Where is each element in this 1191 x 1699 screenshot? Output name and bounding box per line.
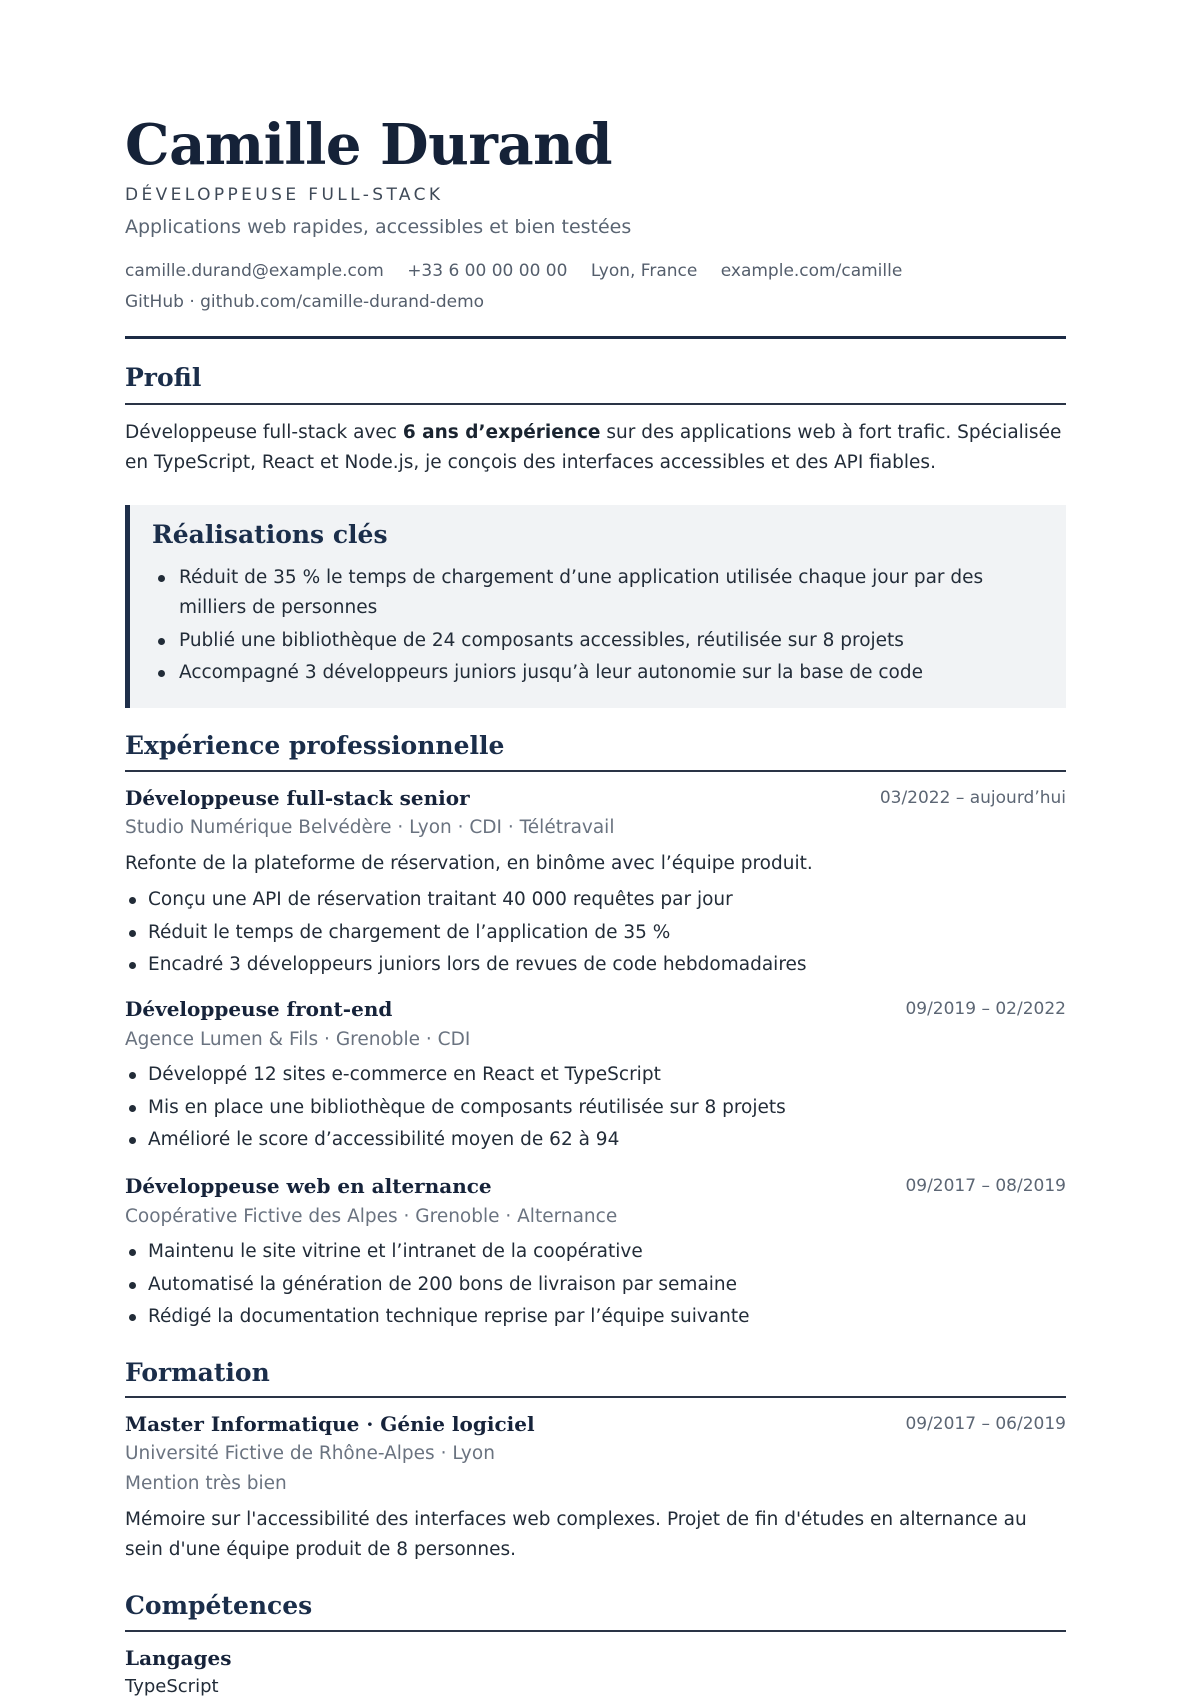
job-bullet: Automatisé la génération de 200 bons de livraison par semaine [125, 1270, 749, 1300]
profile-summary [125, 418, 1066, 478]
section-title-education: Formation [125, 1358, 270, 1387]
achievement-item: Accompagné 3 développeurs juniors jusqu’à leur autonomie sur la base de code [130, 658, 1039, 688]
profile-text-end: sur des applications web à fort trafic. Spécialisée en TypeScript, React et Node.js, je conçois des interfaces accessibles et des API fiables. [125, 422, 1062, 473]
degree-title: Master Informatique · Génie logiciel [125, 1412, 535, 1436]
job-bullet: Réduit le temps de chargement de l’application de 35 % [125, 918, 807, 948]
contact-line [125, 260, 920, 282]
job-description: Refonte de la plateforme de réservation, en binôme avec l’équipe produit. [125, 853, 813, 874]
email-link[interactable]: camille.durand@example.com [125, 261, 384, 281]
job-header [125, 994, 1066, 1024]
job-bullets [125, 1060, 786, 1158]
education-header [125, 1409, 1066, 1439]
achievements-title: Réalisations clés [152, 520, 388, 549]
job-bullet: Maintenu le site vitrine et l’intranet de la coopérative [125, 1237, 749, 1267]
section-divider [125, 403, 1066, 405]
job-dates: 09/2019 – 02/2022 [905, 999, 1066, 1019]
section-title-experience: Expérience professionnelle [125, 731, 505, 760]
profile-text-start: Développeuse full-stack avec [125, 422, 403, 443]
job-meta: Agence Lumen & Fils · Grenoble · CDI [125, 1029, 471, 1050]
phone-number: +33 6 00 00 00 00 [407, 261, 568, 281]
job-title-text: Développeuse front-end [125, 997, 393, 1021]
job-bullet: Rédigé la documentation technique reprise par l’équipe suivante [125, 1302, 749, 1332]
achievements-box [125, 505, 1066, 708]
job-dates: 09/2017 – 08/2019 [905, 1176, 1066, 1196]
skill-item: TypeScript [125, 1676, 219, 1697]
header-divider [125, 336, 1066, 339]
school-name: Université Fictive de Rhône-Alpes · Lyon [125, 1443, 495, 1464]
education-dates: 09/2017 – 06/2019 [905, 1414, 1066, 1434]
section-title-profile: Profil [125, 363, 202, 392]
job-bullet: Développé 12 sites e-commerce en React et TypeScript [125, 1060, 786, 1090]
skill-group-label: Langages [125, 1646, 232, 1670]
job-title-text: Développeuse web en alternance [125, 1174, 492, 1198]
github-link[interactable]: GitHub · github.com/camille-durand-demo [125, 292, 485, 312]
achievement-item: Publié une bibliothèque de 24 composants accessibles, réutilisée sur 8 projets [130, 626, 1039, 656]
degree-mention: Mention très bien [125, 1473, 287, 1494]
section-divider [125, 1396, 1066, 1398]
job-bullets [125, 885, 807, 983]
section-title-skills: Compétences [125, 1591, 313, 1620]
job-bullet: Amélioré le score d’accessibilité moyen de 62 à 94 [125, 1125, 786, 1155]
profile-experience-years: 6 ans d’expérience [402, 422, 601, 443]
candidate-name: Camille Durand [125, 112, 612, 178]
job-header [125, 783, 1066, 813]
tagline: Applications web rapides, accessibles et bien testées [125, 216, 632, 238]
achievement-item: Réduit de 35 % le temps de chargement d’une application utilisée chaque jour par des milliers de personnes [130, 563, 1039, 623]
achievements-list [130, 563, 1030, 691]
job-meta: Coopérative Fictive des Alpes · Grenoble · Alternance [125, 1206, 618, 1227]
job-bullets [125, 1237, 749, 1335]
job-title-text: Développeuse full-stack senior [125, 786, 470, 810]
section-divider [125, 1630, 1066, 1632]
location: Lyon, France [590, 261, 698, 281]
job-bullet: Encadré 3 développeurs juniors lors de revues de code hebdomadaires [125, 950, 807, 980]
job-bullet: Conçu une API de réservation traitant 40 000 requêtes par jour [125, 885, 807, 915]
section-divider [125, 770, 1066, 772]
job-header [125, 1171, 1066, 1201]
job-title: DÉVELOPPEUSE FULL-STACK [125, 185, 444, 205]
job-dates: 03/2022 – aujourd’hui [879, 788, 1066, 808]
website-link[interactable]: example.com/camille [720, 261, 903, 281]
job-bullet: Mis en place une bibliothèque de composants réutilisée sur 8 projets [125, 1093, 786, 1123]
education-description: Mémoire sur l'accessibilité des interfaces web complexes. Projet de fin d'études en alternance au sein d'une équipe produit de 8 personnes. [125, 1509, 1027, 1560]
job-meta: Studio Numérique Belvédère · Lyon · CDI · Télétravail [125, 817, 615, 838]
